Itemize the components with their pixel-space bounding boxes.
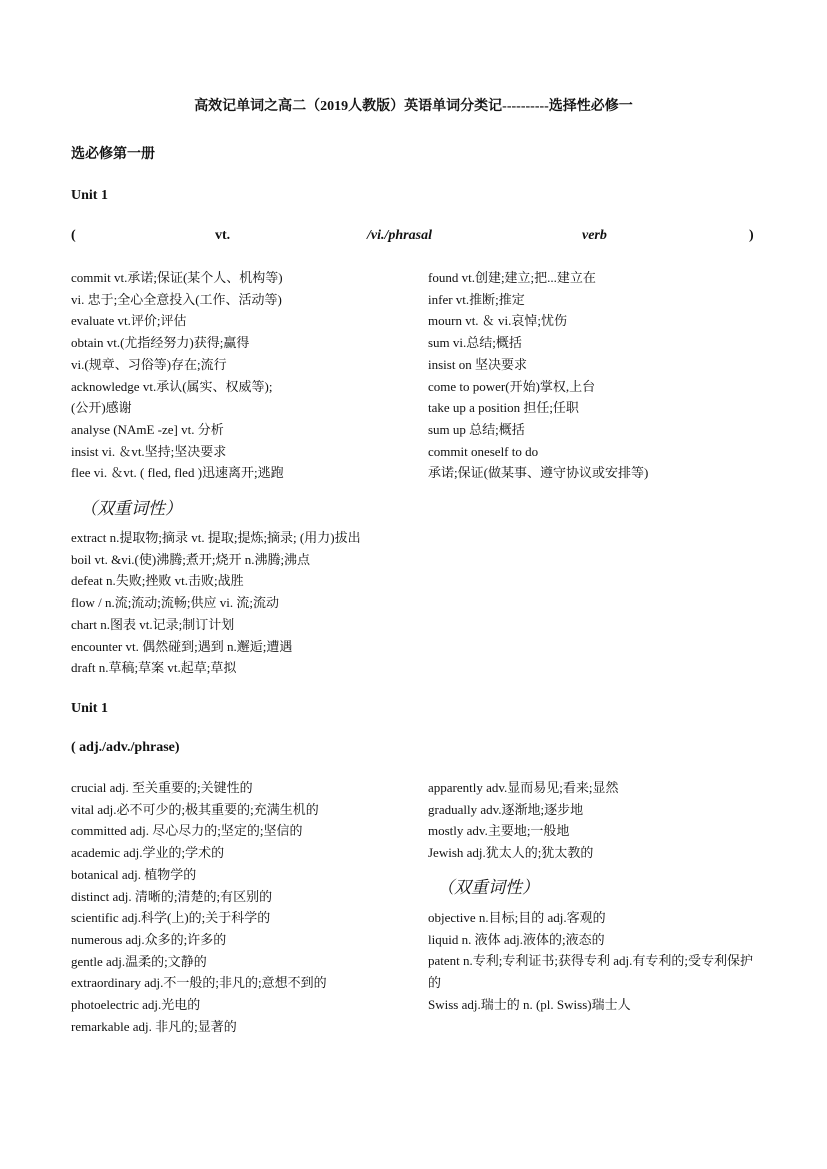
vocab-entry: 承诺;保证(做某事、遵守协议或安排等) (428, 465, 649, 481)
verb-list-left (71, 267, 284, 484)
vocab-entry: analyse (NAmE -ze] vt. 分析 (71, 421, 224, 437)
vocab-entry: acknowledge vt.承认(属实、权威等); (71, 378, 273, 394)
vocab-entry: insist vi. ＆vt.坚持;坚决要求 (71, 443, 227, 459)
verb-list-right (428, 267, 648, 484)
vocab-entry: insist on 坚决要求 (428, 356, 527, 372)
vocab-entry: flow / n.流;流动;流畅;供应 vi. 流;流动 (71, 595, 280, 611)
vocab-entry: sum up 总结;概括 (428, 421, 525, 437)
vocab-entry: found vt.创建;建立;把...建立在 (428, 270, 596, 285)
vocab-entry: gradually adv.逐渐地;逐步地 (428, 801, 584, 817)
vocab-entry: liquid n. 液体 adj.液体的;液态的 (428, 931, 605, 947)
adv-list-right (428, 777, 619, 864)
vocab-entry: come to power(开始)掌权,上台 (428, 378, 596, 394)
vocab-entry: commit vt.承诺;保证(某个人、机构等) (71, 270, 283, 285)
vocab-entry: draft n.草稿;草案 vt.起草;草拟 (71, 660, 237, 676)
vocab-entry: Swiss adj.瑞士的 n. (pl. Swiss)瑞士人 (428, 996, 631, 1012)
vocab-entry: remarkable adj. 非凡的;显著的 (71, 1018, 237, 1034)
vocab-entry: obtain vt.(尤指经努力)获得;赢得 (71, 335, 250, 351)
vocab-entry: chart n.图表 vt.记录;制订计划 (71, 616, 235, 632)
vocab-entry: infer vt.推断;推定 (428, 291, 525, 307)
vocab-entry: photoelectric adj.光电的 (71, 997, 201, 1013)
vocab-entry: Jewish adj.犹太人的;犹太教的 (428, 845, 594, 861)
vocab-entry: botanical adj. 植物学的 (71, 866, 197, 882)
pos-vt: vt. (215, 228, 231, 243)
vocab-entry: academic adj.学业的;学术的 (71, 845, 225, 861)
dual-pos-heading: （双重词性） (80, 499, 182, 519)
vocab-entry: patent n.专利;专利证书;获得专利 adj.有专利的;受专利保护的 (428, 953, 753, 991)
vocab-entry: vi.(规章、习俗等)存在;流行 (71, 356, 227, 372)
vocab-entry: objective n.目标;目的 adj.客观的 (428, 910, 606, 925)
adj-list-left (71, 777, 327, 1037)
vocab-entry: (公开)感谢 (71, 400, 132, 416)
page-title: 高效记单词之高二（2019人教版）英语单词分类记----------选择性必修一 (194, 99, 633, 114)
vocab-entry: commit oneself to do (428, 443, 539, 459)
pos-verb: verb (582, 228, 607, 243)
dual-pos-list-2 (428, 907, 758, 1016)
vocab-entry: vital adj.必不可少的;极其重要的;充满生机的 (71, 801, 319, 817)
vocab-entry: extract n.提取物;摘录 vt. 提取;提炼;摘录; (用力)拔出 (71, 530, 361, 545)
dual-pos-heading-2: （双重词性） (437, 878, 539, 898)
vocab-entry: gentle adj.温柔的;文静的 (71, 953, 207, 969)
vocab-entry: apparently adv.显而易见;看来;显然 (428, 780, 619, 795)
vocab-entry: scientific adj.科学(上)的;关于科学的 (71, 910, 271, 926)
vocab-entry: mourn vt. ＆ vi.哀悼;忧伤 (428, 313, 568, 329)
vocab-entry: distinct adj. 清晰的;清楚的;有区别的 (71, 888, 273, 904)
pos-open-paren: ( (71, 228, 76, 243)
dual-pos-list (71, 527, 361, 679)
vocab-entry: boil vt. &vi.(使)沸腾;煮开;烧开 n.沸腾;沸点 (71, 551, 311, 567)
vocab-entry: defeat n.失败;挫败 vt.击败;战胜 (71, 573, 244, 589)
pos-vi-phrasal: /vi./phrasal (367, 228, 432, 243)
pos-heading-adjectives: ( adj./adv./phrase) (71, 740, 180, 755)
vocab-entry: crucial adj. 至关重要的;关键性的 (71, 780, 253, 795)
vocab-entry: sum vi.总结;概括 (428, 335, 522, 351)
vocab-entry: take up a position 担任;任职 (428, 400, 579, 416)
book-heading: 选必修第一册 (71, 147, 155, 162)
vocab-entry: extraordinary adj.不一般的;非凡的;意想不到的 (71, 975, 327, 991)
unit-heading-verbs: Unit 1 (71, 188, 108, 203)
pos-close-paren: ) (749, 228, 754, 243)
vocab-entry: evaluate vt.评价;评估 (71, 313, 187, 329)
vocab-entry: encounter vt. 偶然碰到;遇到 n.邂逅;遭遇 (71, 638, 293, 654)
unit-heading-adjectives: Unit 1 (71, 701, 108, 716)
vocab-entry: mostly adv.主要地;一般地 (428, 823, 570, 839)
vocab-entry: vi. 忠于;全心全意投入(工作、活动等) (71, 291, 282, 307)
vocab-entry: committed adj. 尽心尽力的;坚定的;坚信的 (71, 823, 303, 839)
vocab-entry: numerous adj.众多的;许多的 (71, 931, 227, 947)
vocab-entry: flee vi. ＆vt. ( fled, fled )迅速离开;逃跑 (71, 465, 284, 481)
